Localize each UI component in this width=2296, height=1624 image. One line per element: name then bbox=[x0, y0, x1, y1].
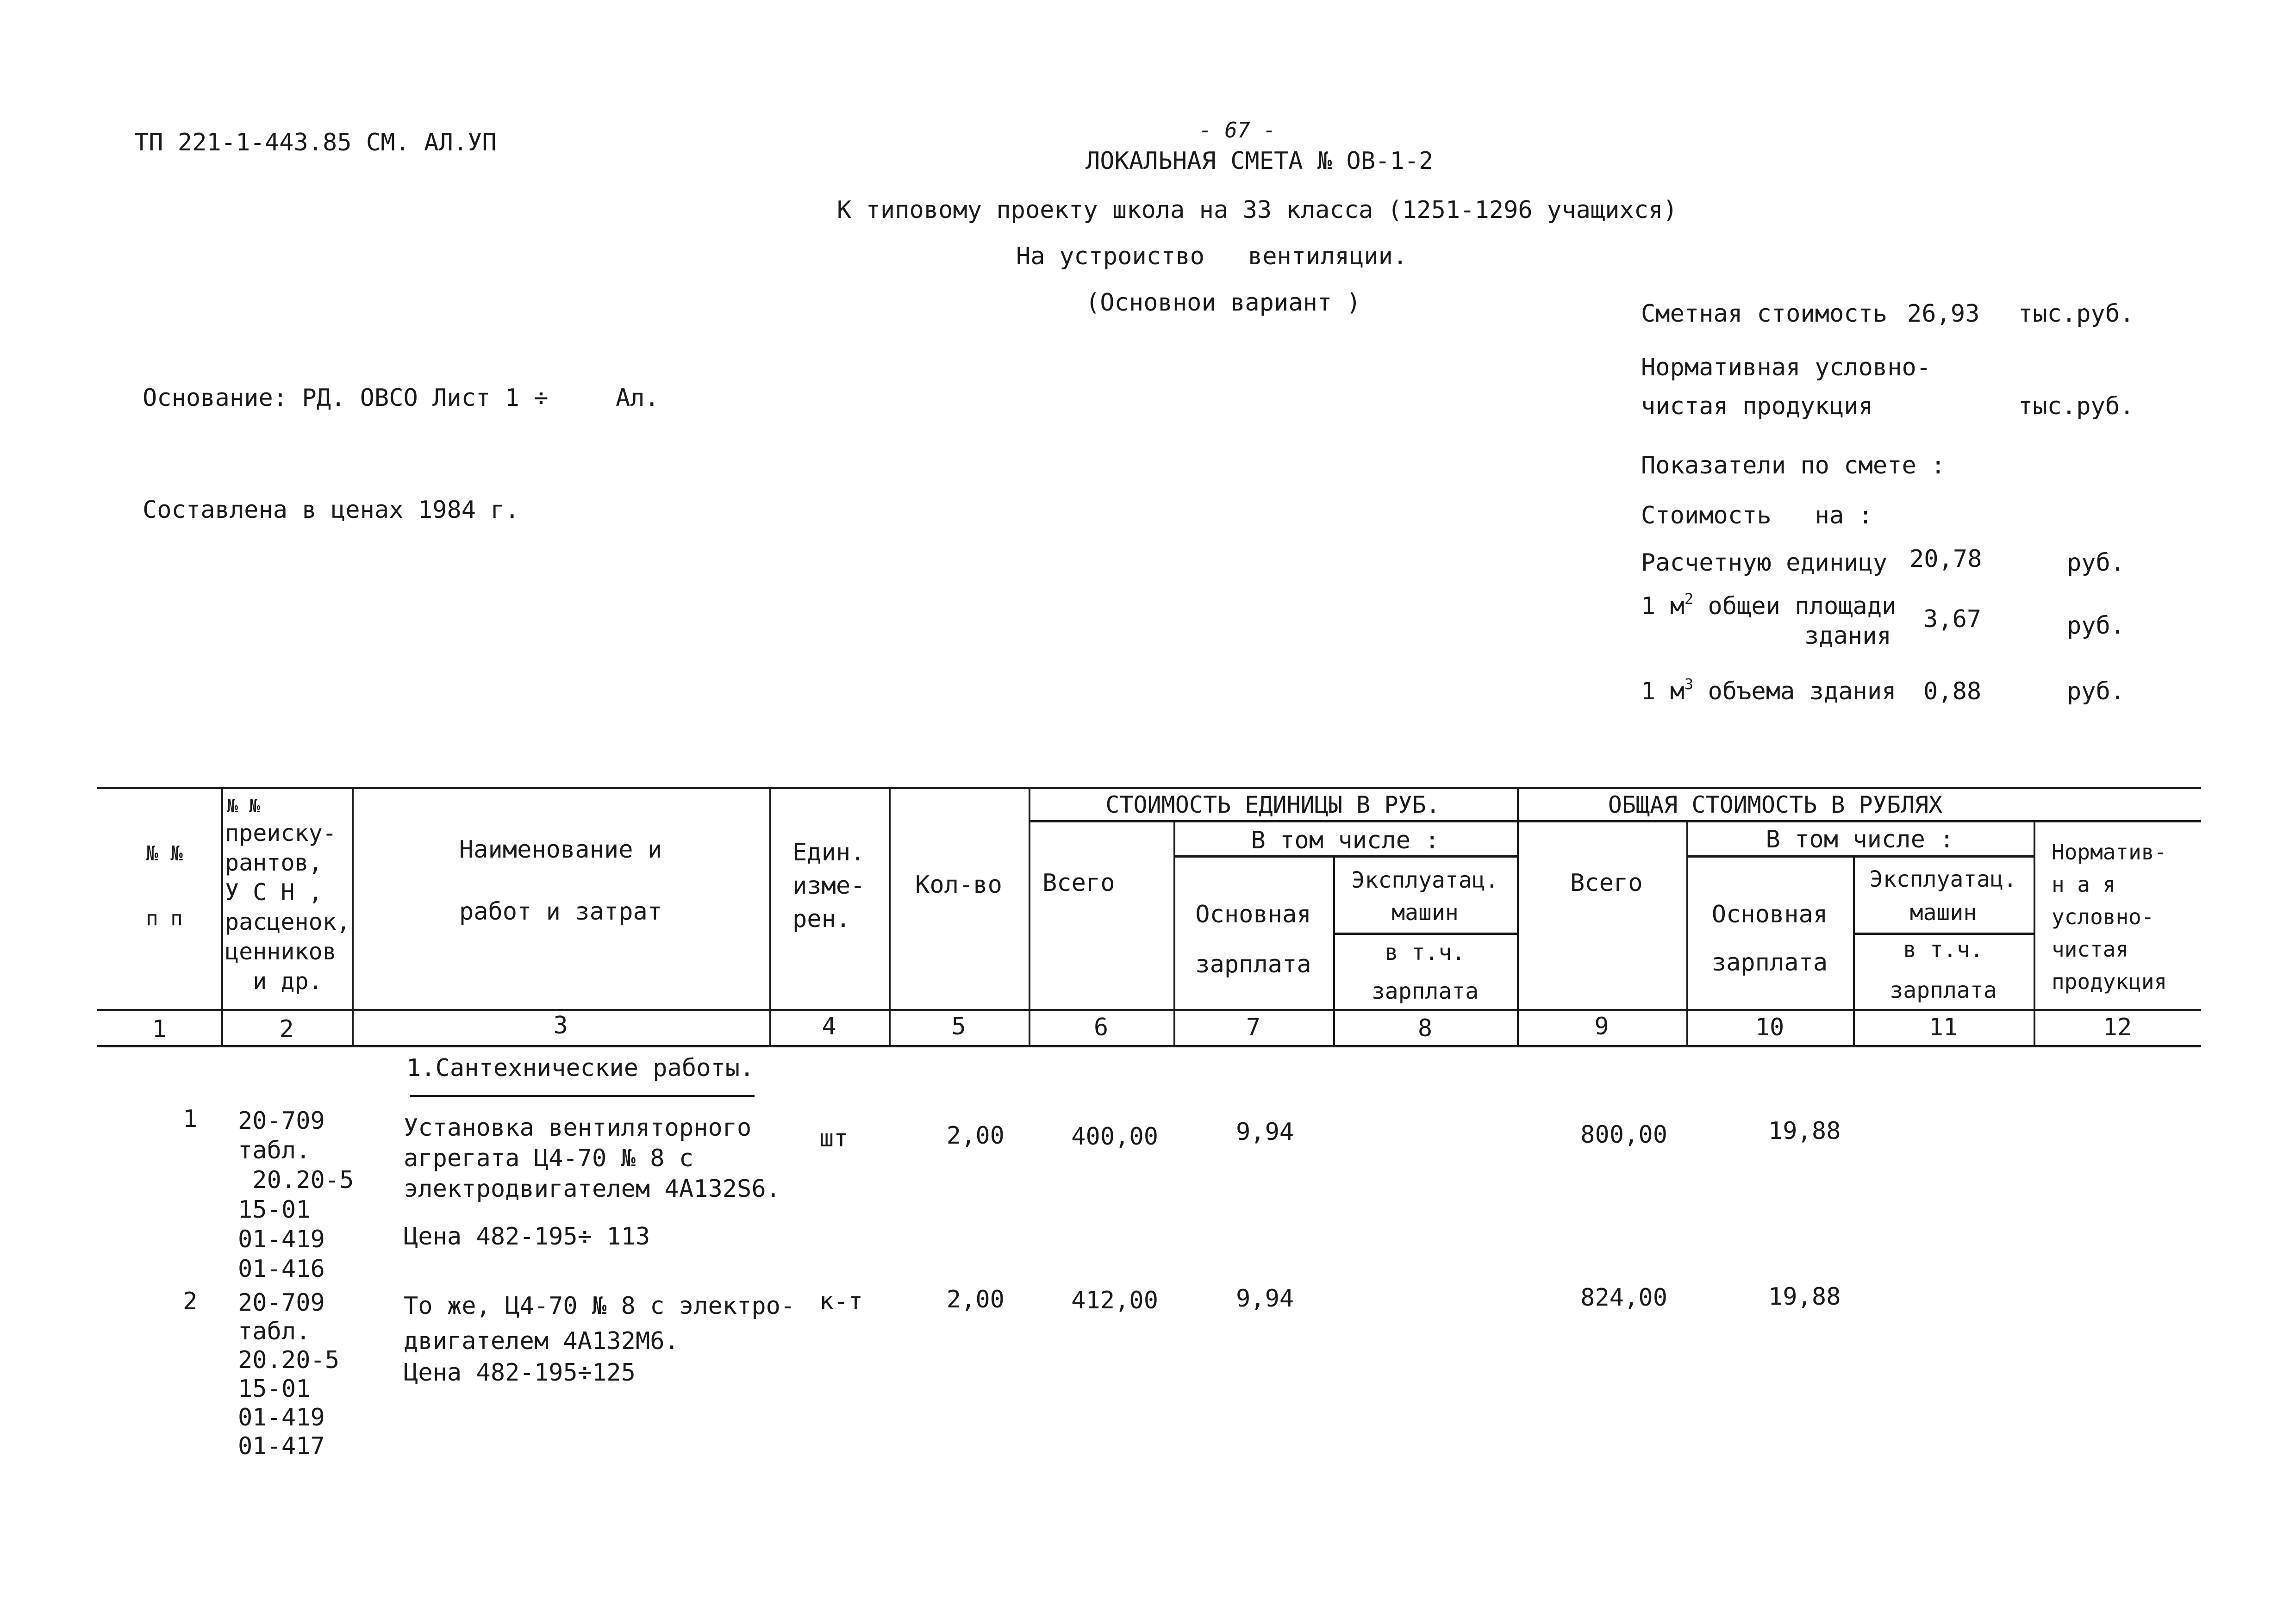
row-number: 1 bbox=[183, 1105, 198, 1133]
volume-label-b: объема здания bbox=[1693, 678, 1897, 705]
section-title: 1.Сантехнические работы. bbox=[406, 1054, 755, 1082]
header-col3b: работ и затрат bbox=[459, 898, 662, 926]
header-col11c: в т.ч. bbox=[1903, 937, 1984, 963]
col-border bbox=[221, 787, 223, 1046]
normative-label-2: чистая продукция bbox=[1641, 392, 1873, 420]
colnum-7: 7 bbox=[1246, 1014, 1261, 1041]
variant-subtitle: (Основнои вариант ) bbox=[1086, 289, 1361, 317]
colnum-9: 9 bbox=[1594, 1013, 1609, 1040]
row-unit-wage: 9,94 bbox=[1236, 1285, 1294, 1313]
header-col6: Всего bbox=[1042, 869, 1115, 897]
header-col2-top: № № bbox=[227, 796, 261, 817]
area-label-a: 1 м bbox=[1641, 592, 1685, 620]
row-qty: 2,00 bbox=[946, 1122, 1004, 1150]
colnum-1: 1 bbox=[152, 1015, 167, 1043]
colnum-3: 3 bbox=[553, 1012, 568, 1039]
colnum-10: 10 bbox=[1755, 1014, 1784, 1041]
indicators-label: Показатели по смете : bbox=[1641, 452, 1946, 479]
area-sup: 2 bbox=[1684, 590, 1694, 608]
estimated-cost-label: Сметная стоимость bbox=[1641, 300, 1888, 328]
table-top-line bbox=[97, 787, 2201, 789]
header-col11d: зарплата bbox=[1890, 977, 1997, 1003]
estimate-title: ЛОКАЛЬНАЯ СМЕТА № ОВ-1-2 bbox=[1086, 147, 1434, 175]
row-price: Цена 482-195÷125 bbox=[404, 1359, 636, 1387]
volume-label-a: 1 м bbox=[1641, 678, 1685, 705]
basis-suffix: Ал. bbox=[616, 384, 659, 412]
row-codes: 20-709 табл. 20.20-5 15-01 01-419 01-417 bbox=[238, 1289, 340, 1460]
machines-divider-2 bbox=[1853, 933, 2034, 935]
colnum-2: 2 bbox=[279, 1015, 294, 1043]
col-border bbox=[2034, 820, 2035, 1046]
col-border bbox=[889, 787, 891, 1046]
volume-sup: 3 bbox=[1684, 675, 1694, 693]
header-col7a: Основная bbox=[1195, 901, 1311, 928]
area-label-c: здания bbox=[1804, 622, 1891, 650]
calc-unit-value: 20,78 bbox=[1909, 545, 1982, 573]
colnum-11: 11 bbox=[1928, 1014, 1958, 1041]
row-unit-wage: 9,94 bbox=[1236, 1118, 1294, 1146]
calc-unit-label: Расчетную единицу bbox=[1641, 549, 1888, 577]
row-total: 800,00 bbox=[1580, 1121, 1667, 1149]
row-unit-total: 412,00 bbox=[1071, 1287, 1158, 1314]
colnum-6: 6 bbox=[1093, 1014, 1109, 1041]
normative-unit: тыс.руб. bbox=[2018, 392, 2134, 420]
header-col2: преиску- рантов, У С Н , расценок, ценников и др. bbox=[225, 820, 350, 995]
colnum-bottom-line bbox=[97, 1045, 2201, 1047]
project-subtitle: К типовому проекту школа на 33 класса (1251-1296 учащихся) bbox=[837, 196, 1678, 224]
header-col11b: машин bbox=[1909, 900, 1977, 926]
row-codes: 20-709 табл. 20.20-5 15-01 01-419 01-416 bbox=[238, 1107, 354, 1283]
header-col10b: зарплата bbox=[1711, 949, 1828, 977]
col-border bbox=[1686, 820, 1688, 1046]
header-col11a: Эксплуатац. bbox=[1870, 866, 2017, 892]
area-label bbox=[1641, 590, 1897, 620]
volume-value: 0,88 bbox=[1923, 678, 1982, 705]
estimated-cost-value: 26,93 bbox=[1907, 300, 1980, 328]
normative-label-1: Нормативная условно- bbox=[1641, 354, 1931, 381]
area-label-b: общеи площади bbox=[1693, 592, 1897, 620]
page-number: - 67 - bbox=[1199, 118, 1276, 143]
machines-divider-1 bbox=[1333, 933, 1517, 935]
row-unit: шт bbox=[819, 1125, 849, 1152]
row-name: Установка вентиляторного агрегата Ц4-70 № 8 с электродвигателем 4А132S6. bbox=[404, 1114, 780, 1203]
row-price: Цена 482-195÷ 113 bbox=[404, 1223, 650, 1251]
header-col12: Норматив- н а я условно- чистая продукция bbox=[2052, 840, 2167, 994]
header-col9: Всего bbox=[1570, 869, 1643, 897]
volume-label bbox=[1641, 675, 1897, 705]
header-col8d: зарплата bbox=[1371, 978, 1479, 1004]
header-col4: Един. изме- рен. bbox=[792, 839, 865, 933]
including-2: В том числе : bbox=[1766, 826, 1954, 853]
header-col1: № № п п bbox=[146, 842, 183, 930]
header-col5: Кол-во bbox=[915, 871, 1002, 899]
header-bottom-line bbox=[97, 1009, 2201, 1011]
header-col8a: Эксплуатац. bbox=[1351, 867, 1499, 893]
col-border bbox=[1173, 820, 1175, 1046]
work-subtitle: На устроиство вентиляции. bbox=[1016, 243, 1408, 270]
incl-divider-line-2 bbox=[1686, 855, 2034, 858]
header-col10a: Основная bbox=[1711, 901, 1828, 928]
colnum-8: 8 bbox=[1417, 1014, 1433, 1042]
area-value: 3,67 bbox=[1923, 605, 1982, 633]
col-border bbox=[1517, 787, 1519, 1046]
document-code: ТП 221-1-443.85 СМ. АЛ.УП bbox=[134, 129, 497, 156]
row-total: 824,00 bbox=[1580, 1284, 1667, 1312]
including-1: В том числе : bbox=[1251, 827, 1440, 854]
header-col8c: в т.ч. bbox=[1385, 940, 1466, 965]
unit-cost-group: СТОИМОСТЬ ЕДИНИЦЫ В РУБ. bbox=[1105, 791, 1440, 818]
header-col7b: зарплата bbox=[1195, 951, 1311, 978]
basis-label: Основание: РД. ОВСО Лист 1 ÷ bbox=[143, 384, 549, 412]
cost-on-label: Стоимость на : bbox=[1641, 502, 1873, 529]
incl-divider-line-1 bbox=[1173, 855, 1517, 858]
colnum-12: 12 bbox=[2103, 1014, 2132, 1041]
prices-note: Составлена в ценах 1984 г. bbox=[143, 496, 519, 524]
colnum-5: 5 bbox=[951, 1013, 966, 1040]
row-number: 2 bbox=[183, 1288, 198, 1315]
col-border bbox=[1029, 787, 1030, 1046]
area-unit: руб. bbox=[2067, 612, 2125, 640]
colnum-4: 4 bbox=[822, 1013, 836, 1040]
row-name: То же, Ц4-70 № 8 с электро- двигателем 4А132М6. bbox=[404, 1292, 795, 1355]
row-unit: к-т bbox=[819, 1288, 863, 1315]
header-col3a: Наименование и bbox=[459, 836, 662, 864]
calc-unit-unit: руб. bbox=[2067, 549, 2125, 577]
row-total-wage: 19,88 bbox=[1768, 1117, 1841, 1145]
section-underline bbox=[410, 1095, 755, 1097]
row-total-wage: 19,88 bbox=[1768, 1283, 1841, 1311]
estimated-cost-unit: тыс.руб. bbox=[2018, 300, 2134, 328]
volume-unit: руб. bbox=[2067, 678, 2125, 705]
row-unit-total: 400,00 bbox=[1071, 1123, 1158, 1151]
group-divider-line bbox=[1029, 820, 2201, 822]
header-col8b: машин bbox=[1391, 900, 1459, 926]
total-cost-group: ОБЩАЯ СТОИМОСТЬ В РУБЛЯХ bbox=[1608, 791, 1943, 818]
col-border bbox=[769, 787, 771, 1046]
row-qty: 2,00 bbox=[946, 1286, 1004, 1313]
